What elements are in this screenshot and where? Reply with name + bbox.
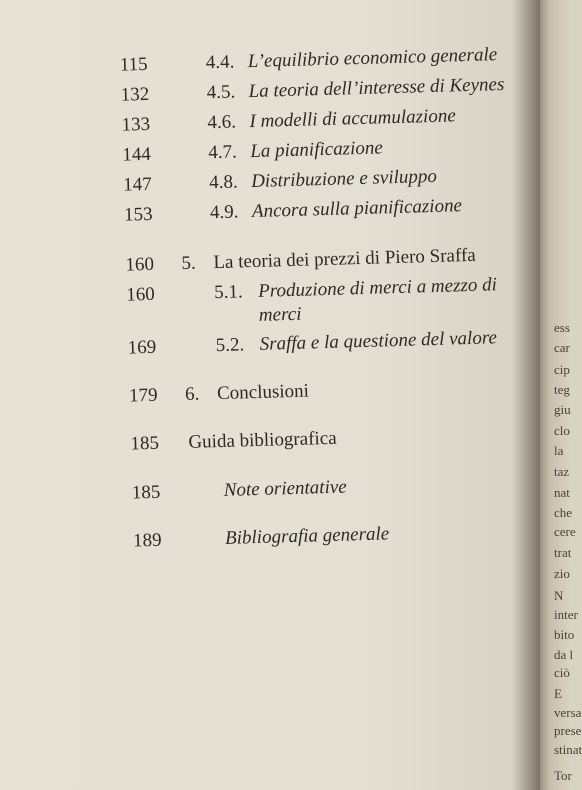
edge-text: giu	[554, 402, 571, 417]
edge-text: trat	[554, 545, 572, 560]
section-title: I modelli di accumulazione	[249, 105, 457, 133]
toc-entry	[5, 165, 438, 208]
section-title: La pianificazione	[250, 137, 384, 163]
toc-entry	[2, 44, 498, 88]
page-number: 185	[131, 481, 161, 504]
edge-text: stinat	[554, 742, 582, 757]
section-number: 5.1.	[213, 281, 244, 304]
edge-text: ess	[554, 320, 570, 335]
edge-text: N	[554, 588, 564, 603]
section-number: 4.9.	[209, 201, 239, 224]
book-gutter-shadow	[512, 0, 542, 790]
page-number: 185	[130, 432, 160, 455]
edge-text: ciò	[554, 665, 570, 680]
page-number: 169	[127, 336, 157, 359]
section-title: Sraffa e la questione del valore	[259, 327, 498, 355]
page-number: 189	[132, 529, 162, 552]
toc-entry	[6, 195, 463, 238]
section-number: 4.5.	[206, 81, 236, 104]
page-number: 132	[120, 83, 150, 106]
edge-text: car	[554, 340, 570, 355]
page-number: 144	[122, 143, 152, 166]
toc-entry	[3, 105, 457, 148]
edge-text: bito	[554, 627, 575, 642]
edge-text: taz	[554, 464, 570, 479]
section-number: 4.7.	[208, 141, 238, 164]
section-title: L’equilibrio economico generale	[247, 44, 498, 73]
section-number: 5.2.	[215, 334, 245, 357]
edge-text: zio	[554, 566, 570, 581]
page-number: 153	[123, 203, 153, 226]
toc-entry	[2, 73, 505, 118]
section-title: Ancora sulla pianificazione	[251, 195, 463, 223]
toc-entry	[10, 327, 498, 371]
section-title: La teoria dei prezzi di Piero Sraffa	[213, 244, 476, 274]
edge-text: Tor	[554, 768, 572, 783]
section-title: Conclusioni	[216, 380, 310, 405]
section-title: Note orientative	[223, 476, 347, 501]
edge-text: da l	[554, 647, 574, 662]
edge-text: la	[554, 443, 564, 458]
section-title-continuation: merci	[258, 303, 302, 326]
page-number: 160	[125, 253, 155, 276]
edge-text: versa	[554, 705, 582, 720]
section-title: Guida bibliografica	[188, 427, 337, 453]
edge-text: cip	[554, 362, 570, 377]
edge-text: cere	[554, 524, 576, 539]
toc-entry	[15, 523, 390, 564]
page-number: 179	[128, 384, 158, 407]
page-number: 147	[122, 173, 152, 196]
section-number: 6.	[184, 383, 200, 405]
edge-text: E	[554, 686, 562, 701]
section-title: Distribuzione e sviluppo	[250, 165, 438, 193]
section-number: 4.6.	[207, 111, 237, 134]
page-number: 160	[125, 283, 156, 306]
edge-text: teg	[554, 382, 570, 397]
toc-entry	[12, 427, 337, 467]
toc-entry	[7, 244, 476, 288]
edge-text: inter	[554, 607, 578, 622]
section-number: 5.	[181, 252, 196, 275]
section-number: 4.8.	[208, 171, 238, 194]
toc-entry	[14, 476, 347, 516]
section-title: Produzione di merci a mezzo di	[257, 274, 498, 302]
adjacent-page-edge	[540, 0, 582, 790]
toc-entry	[11, 380, 310, 419]
edge-text: clo	[554, 423, 570, 438]
section-title: Bibliografia generale	[224, 523, 390, 549]
page-number: 115	[119, 53, 148, 76]
edge-text: prese	[554, 723, 582, 738]
edge-text: che	[554, 505, 573, 520]
section-title: La teoria dell’interesse di Keynes	[248, 73, 505, 103]
page-number: 133	[121, 113, 151, 136]
toc-entry	[4, 137, 384, 178]
edge-text: nat	[554, 485, 570, 500]
section-number: 4.4.	[205, 51, 235, 74]
